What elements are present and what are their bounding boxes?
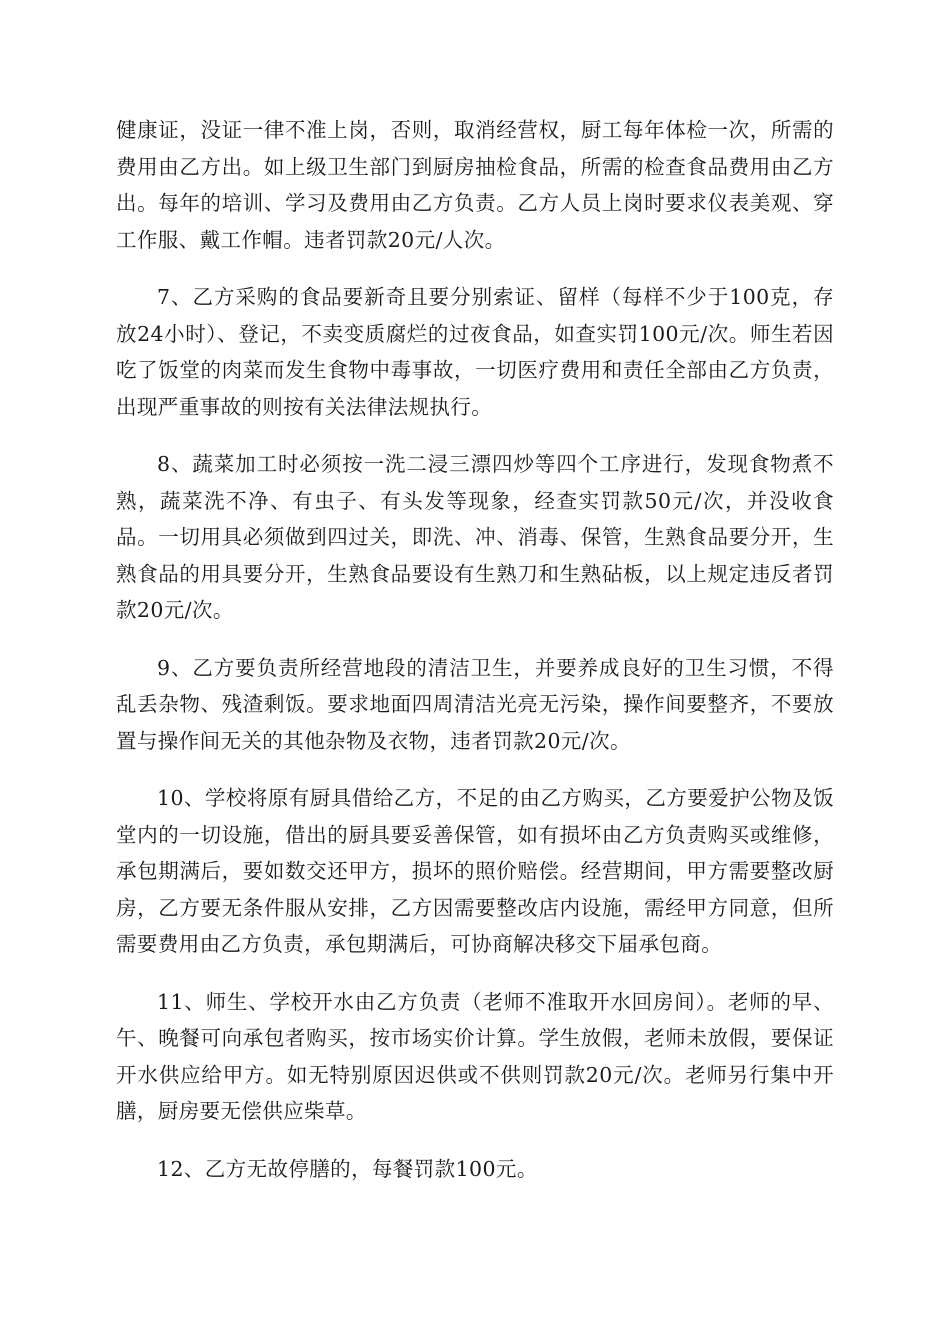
paragraph-clause-7: 7、乙方采购的食品要新奇且要分别索证、留样（每样不少于100克，存放24小时）、登记，不卖变质腐烂的过夜食品，如查实罚100元/次。师生若因吃了饭堂的肉菜而发生食物中毒事故，一切医疗费用和责任全部由乙方负责，出现严重事故的则按有关法律法规执行。 (116, 285, 834, 419)
paragraph-clause-11: 11、师生、学校开水由乙方负责（老师不准取开水回房间）。老师的早、午、晚餐可向承包者购买，按市场实价计算。学生放假，老师未放假，要保证开水供应给甲方。如无特别原因迟供或不供则罚款20元/次。老师另行集中开膳，厨房要无偿供应柴草。 (116, 989, 834, 1123)
document-body (116, 112, 834, 1187)
paragraph-clause-8: 8、蔬菜加工时必须按一洗二浸三漂四炒等四个工序进行，发现食物煮不熟，蔬菜洗不净、有虫子、有头发等现象，经查实罚款50元/次，并没收食品。一切用具必须做到四过关，即洗、冲、消毒、保管，生熟食品要分开，生熟食品的用具要分开，生熟食品要设有生熟刀和生熟砧板，以上规定违反者罚款20元/次。 (116, 452, 834, 622)
paragraph-clause-10: 10、学校将原有厨具借给乙方，不足的由乙方购买，乙方要爱护公物及饭堂内的一切设施，借出的厨具要妥善保管，如有损坏由乙方负责购买或维修，承包期满后，要如数交还甲方，损坏的照价赔偿。经营期间，甲方需要整改厨房，乙方要无条件服从安排，乙方因需要整改店内设施，需经甲方同意，但所需要费用由乙方负责，承包期满后，可协商解决移交下届承包商。 (116, 786, 834, 956)
paragraph-clause-9: 9、乙方要负责所经营地段的清洁卫生，并要养成良好的卫生习惯，不得乱丢杂物、残渣剩饭。要求地面四周清洁光亮无污染，操作间要整齐，不要放置与操作间无关的其他杂物及衣物，违者罚款20元/次。 (116, 655, 834, 753)
paragraph-clause-6-continued: 健康证，没证一律不准上岗，否则，取消经营权，厨工每年体检一次，所需的费用由乙方出。如上级卫生部门到厨房抽检食品，所需的检查食品费用由乙方出。每年的培训、学习及费用由乙方负责。乙方人员上岗时要求仪表美观、穿工作服、戴工作帽。违者罚款20元/人次。 (116, 118, 834, 252)
paragraph-clause-12: 12、乙方无故停膳的，每餐罚款100元。 (157, 1156, 538, 1181)
